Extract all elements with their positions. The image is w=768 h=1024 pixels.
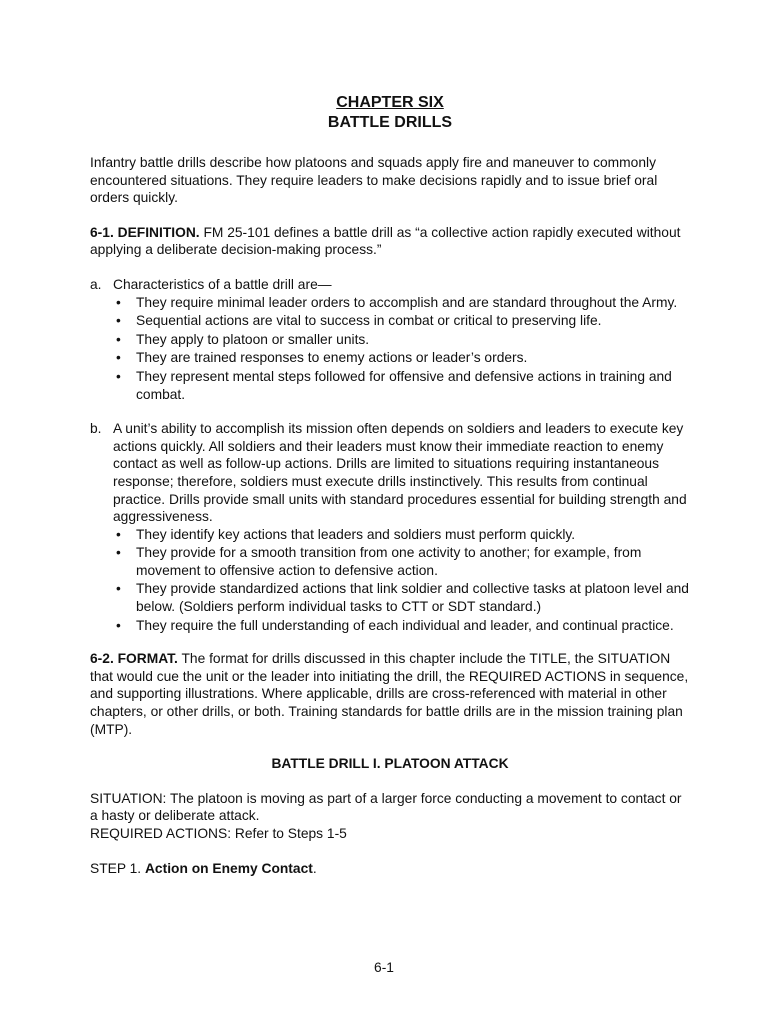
bullet-icon: • bbox=[116, 294, 121, 310]
step-prefix: STEP 1. bbox=[90, 860, 145, 876]
page-content bbox=[90, 93, 690, 877]
format-text: The format for drills discussed in this chapter include the TITLE, the SITUATION that would cue the unit or the leader into initiating the drill, the REQUIRED ACTIONS in sequence, and supporting illustrations. Where applicable, drills are cross-referenced with material in other chapters, or other drills, or both. Training standards for battle drills are in the mission training plan (MTP). bbox=[90, 651, 689, 737]
list-item bbox=[113, 580, 690, 615]
bullet-icon: • bbox=[116, 368, 121, 384]
list-item-text: They are trained responses to enemy actions or leader’s orders. bbox=[136, 350, 528, 366]
chapter-title: BATTLE DRILLS bbox=[327, 114, 453, 131]
list-item-text: They provide standardized actions that link soldier and collective tasks at platoon level and below. (Soldiers perform individual tasks to CTT or SDT standard.) bbox=[136, 581, 689, 615]
bullet-icon: • bbox=[116, 331, 121, 347]
drill-title: BATTLE DRILL I. PLATOON ATTACK bbox=[271, 756, 509, 772]
paragraph-b-label: b. bbox=[90, 421, 102, 437]
list-item bbox=[113, 294, 690, 312]
paragraph-a-bullets bbox=[113, 294, 690, 404]
list-item bbox=[113, 544, 690, 579]
format-heading: 6-2. FORMAT. bbox=[90, 651, 178, 667]
list-item bbox=[113, 312, 690, 330]
list-item-text: They require minimal leader orders to accomplish and are standard throughout the Army. bbox=[136, 294, 678, 310]
list-item-text: They provide for a smooth transition from one activity to another; for example, from movement to offensive action to defensive action. bbox=[136, 545, 642, 578]
format-paragraph bbox=[90, 650, 690, 738]
list-item-text: They require the full understanding of each individual and leader, and continual practice. bbox=[136, 617, 674, 633]
step-suffix: . bbox=[312, 860, 317, 876]
paragraph-b bbox=[90, 420, 690, 634]
situation-text: SITUATION: The platoon is moving as part of a larger force conducting a movement to contact or a hasty or deliberate attack. bbox=[90, 790, 682, 824]
list-item bbox=[113, 617, 690, 635]
intro-paragraph: Infantry battle drills describe how platoons and squads apply fire and maneuver to commonly encountered situations. They require leaders to make decisions rapidly and to issue brief oral orders quickly. bbox=[90, 155, 658, 206]
definition-text: FM 25-101 defines a battle drill as “a collective action rapidly executed without applying a deliberate decision-making process.” bbox=[90, 224, 681, 258]
paragraph-b-text: A unit’s ability to accomplish its mission often depends on soldiers and leaders to execute key actions quickly. All soldiers and their leaders must know their immediate reaction to enemy contact as well as follow-up actions. Drills are limited to situations requiring instantaneous response; therefore, soldiers must execute drills instinctively. This results from continual practice. Drills provide small units with standard procedures essential for building strength and aggressiveness. bbox=[113, 421, 687, 525]
page-number: 6-1 bbox=[374, 960, 394, 975]
paragraph-b-bullets bbox=[113, 526, 690, 635]
paragraph-a-label: a. bbox=[90, 276, 102, 292]
definition-paragraph bbox=[90, 224, 690, 259]
paragraph-a bbox=[90, 276, 690, 403]
list-item-text: They represent mental steps followed for offensive and defensive actions in training and combat. bbox=[136, 368, 672, 402]
list-item-text: Sequential actions are vital to success in combat or critical to preserving life. bbox=[136, 313, 602, 329]
paragraph-b-body bbox=[113, 420, 690, 634]
bullet-icon: • bbox=[116, 350, 121, 366]
list-item bbox=[113, 368, 690, 403]
list-item bbox=[113, 349, 690, 367]
list-item bbox=[113, 331, 690, 349]
bullet-icon: • bbox=[116, 526, 121, 542]
bullet-icon: • bbox=[116, 617, 121, 633]
bullet-icon: • bbox=[116, 581, 121, 597]
definition-heading: 6-1. DEFINITION. bbox=[90, 224, 200, 240]
list-item-text: They identify key actions that leaders and soldiers must perform quickly. bbox=[136, 526, 576, 542]
bullet-icon: • bbox=[116, 313, 121, 329]
list-item-text: They apply to platoon or smaller units. bbox=[136, 331, 370, 347]
chapter-label: CHAPTER SIX bbox=[336, 94, 444, 111]
step-line bbox=[90, 860, 690, 878]
paragraph-a-body bbox=[113, 276, 690, 403]
list-item bbox=[113, 526, 690, 544]
step-title: Action on Enemy Contact bbox=[144, 860, 313, 876]
required-actions-text: REQUIRED ACTIONS: Refer to Steps 1-5 bbox=[90, 826, 347, 841]
bullet-icon: • bbox=[116, 545, 121, 561]
paragraph-a-text: Characteristics of a battle drill are— bbox=[113, 276, 332, 292]
chapter-heading bbox=[90, 93, 690, 133]
